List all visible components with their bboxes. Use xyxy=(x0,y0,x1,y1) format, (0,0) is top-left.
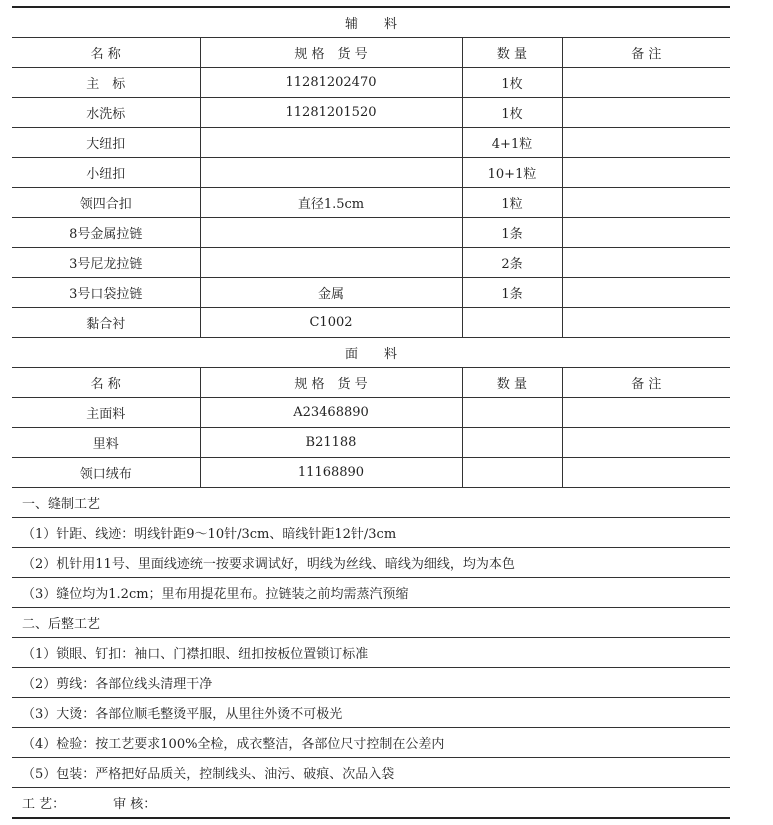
column-header: 名 称 xyxy=(12,368,200,398)
table-cell: C1002 xyxy=(200,308,462,338)
list-item xyxy=(12,668,730,698)
instruction-text: （4）检验：按工艺要求100%全检，成衣整洁，各部位尺寸控制在公差内 xyxy=(12,728,730,758)
column-header: 数 量 xyxy=(462,368,562,398)
table-cell: 领四合扣 xyxy=(12,188,200,218)
table-cell: 直径1.5cm xyxy=(200,188,462,218)
table-cell: 1粒 xyxy=(462,188,562,218)
table-cell: 1枚 xyxy=(462,68,562,98)
table-cell xyxy=(562,458,730,488)
table-cell: 8号金属拉链 xyxy=(12,218,200,248)
table-cell xyxy=(462,308,562,338)
table-cell: 11281202470 xyxy=(200,68,462,98)
table-cell xyxy=(562,278,730,308)
list-item xyxy=(12,548,730,578)
section-heading: 一、缝制工艺 xyxy=(12,488,730,518)
signature-row xyxy=(12,788,730,819)
column-header: 备 注 xyxy=(562,368,730,398)
table-cell: 1枚 xyxy=(462,98,562,128)
spec-table xyxy=(12,6,730,819)
instruction-text: （1）针距、线迹：明线针距9～10针/3cm、暗线针距12针/3cm xyxy=(12,518,730,548)
table-row xyxy=(12,128,730,158)
column-header: 规 格 货 号 xyxy=(200,368,462,398)
table-cell: 3号尼龙拉链 xyxy=(12,248,200,278)
signature-cell xyxy=(12,788,730,819)
table-cell: 主 标 xyxy=(12,68,200,98)
table-cell xyxy=(562,188,730,218)
table-cell: 2条 xyxy=(462,248,562,278)
table-cell xyxy=(562,68,730,98)
table-row xyxy=(12,458,730,488)
section-title: 辅 料 xyxy=(12,7,730,38)
table-row xyxy=(12,308,730,338)
table-cell: 大纽扣 xyxy=(12,128,200,158)
accessories-header-row xyxy=(12,38,730,68)
table-cell: 主面料 xyxy=(12,398,200,428)
instruction-text: （3）缝位均为1.2cm；里布用提花里布。拉链装之前均需蒸汽预缩 xyxy=(12,578,730,608)
list-item xyxy=(12,728,730,758)
table-row xyxy=(12,188,730,218)
list-item xyxy=(12,578,730,608)
process-signature-label: 工 艺： xyxy=(22,797,66,812)
column-header: 名 称 xyxy=(12,38,200,68)
table-cell: 11281201520 xyxy=(200,98,462,128)
list-item xyxy=(12,698,730,728)
instruction-text: （1）锁眼、钉扣：袖口、门襟扣眼、纽扣按板位置锁订标准 xyxy=(12,638,730,668)
table-row xyxy=(12,248,730,278)
section-heading: 二、后整工艺 xyxy=(12,608,730,638)
column-header: 备 注 xyxy=(562,38,730,68)
instruction-text: （3）大烫：各部位顺毛整烫平服，从里往外烫不可极光 xyxy=(12,698,730,728)
process-sheet xyxy=(12,6,730,819)
table-cell: 10+1粒 xyxy=(462,158,562,188)
table-cell: 4+1粒 xyxy=(462,128,562,158)
table-row xyxy=(12,398,730,428)
review-signature-label: 审 核： xyxy=(113,797,157,812)
column-header: 规 格 货 号 xyxy=(200,38,462,68)
table-cell: 3号口袋拉链 xyxy=(12,278,200,308)
table-cell xyxy=(200,248,462,278)
table-cell xyxy=(462,398,562,428)
table-cell: 黏合衬 xyxy=(12,308,200,338)
table-cell xyxy=(562,248,730,278)
instruction-text: （2）剪线：各部位线头清理干净 xyxy=(12,668,730,698)
table-cell: 水洗标 xyxy=(12,98,200,128)
table-cell: B21188 xyxy=(200,428,462,458)
table-cell: 金属 xyxy=(200,278,462,308)
table-cell xyxy=(200,128,462,158)
table-row xyxy=(12,68,730,98)
table-cell: 1条 xyxy=(462,218,562,248)
table-cell xyxy=(562,128,730,158)
table-cell xyxy=(462,428,562,458)
table-cell: 1条 xyxy=(462,278,562,308)
section-title: 面 料 xyxy=(12,338,730,368)
table-cell: 11168890 xyxy=(200,458,462,488)
table-cell xyxy=(562,308,730,338)
sewing-title-row xyxy=(12,488,730,518)
list-item xyxy=(12,758,730,788)
table-cell xyxy=(562,218,730,248)
column-header: 数 量 xyxy=(462,38,562,68)
table-cell: 小纽扣 xyxy=(12,158,200,188)
list-item xyxy=(12,638,730,668)
table-row xyxy=(12,98,730,128)
accessories-section-title xyxy=(12,7,730,38)
finishing-title-row xyxy=(12,608,730,638)
table-cell xyxy=(462,458,562,488)
table-row xyxy=(12,428,730,458)
table-cell xyxy=(562,428,730,458)
table-row xyxy=(12,278,730,308)
table-row xyxy=(12,218,730,248)
instruction-text: （2）机针用11号、里面线迹统一按要求调试好，明线为丝线、暗线为细线，均为本色 xyxy=(12,548,730,578)
fabric-section-title xyxy=(12,338,730,368)
table-cell xyxy=(200,158,462,188)
table-cell xyxy=(562,158,730,188)
table-cell xyxy=(562,98,730,128)
table-cell: A23468890 xyxy=(200,398,462,428)
table-cell: 领口绒布 xyxy=(12,458,200,488)
fabric-header-row xyxy=(12,368,730,398)
instruction-text: （5）包装：严格把好品质关，控制线头、油污、破痕、次品入袋 xyxy=(12,758,730,788)
table-cell xyxy=(200,218,462,248)
table-cell xyxy=(562,398,730,428)
table-row xyxy=(12,158,730,188)
table-cell: 里料 xyxy=(12,428,200,458)
list-item xyxy=(12,518,730,548)
